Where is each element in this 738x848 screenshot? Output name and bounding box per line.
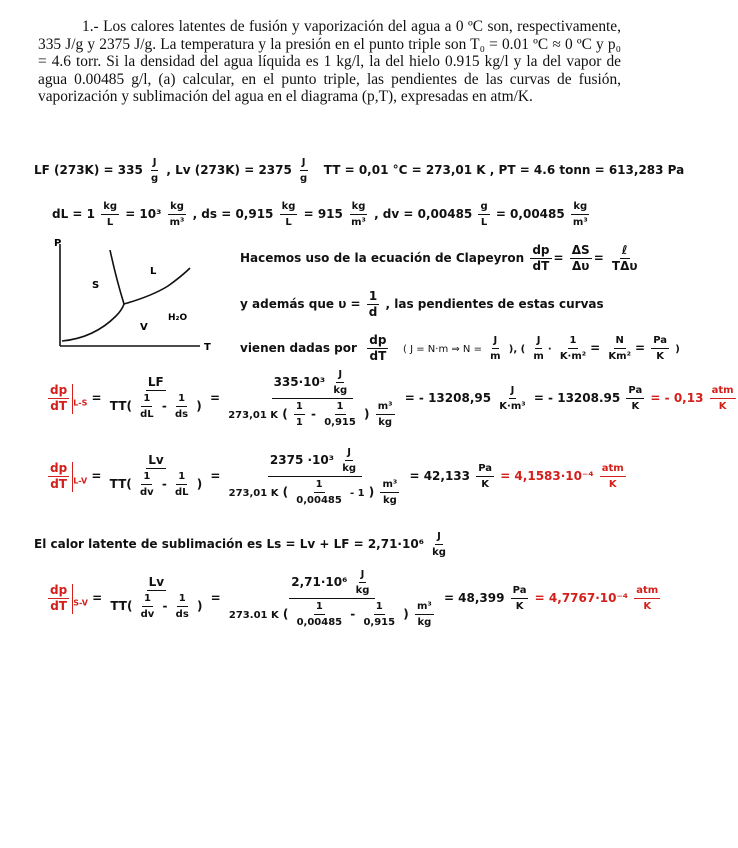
unit-num: Pa bbox=[626, 384, 644, 399]
mid-num: Lv bbox=[148, 453, 164, 467]
unit-den: L bbox=[480, 217, 488, 228]
unit-den: kg bbox=[378, 417, 392, 428]
den-temp: 273.01 K bbox=[228, 610, 279, 621]
fusion-result: = - 13208,95 bbox=[404, 391, 492, 405]
unit-num: atm bbox=[710, 384, 736, 399]
label-t: T bbox=[204, 342, 211, 353]
unit-den: kg bbox=[382, 495, 397, 506]
vienen-dadas: vienen dadas por bbox=[240, 341, 357, 355]
unit-den: kg bbox=[333, 385, 348, 396]
num-value: 335·10³ bbox=[273, 375, 326, 389]
frac-a-den: dv bbox=[140, 609, 155, 620]
frac-b-num: 1 bbox=[374, 600, 385, 615]
frac-a-num: 1 bbox=[141, 470, 152, 485]
frac-a-den: 0,00485 bbox=[296, 617, 343, 628]
units-close: ) bbox=[675, 344, 680, 355]
frac-b-num: 1 bbox=[335, 400, 346, 415]
fusion-curve bbox=[110, 250, 124, 304]
clapeyron-line1: Hacemos uso de la ecuación de Clapeyron $\frac{dp}{dT}$ = $\frac{\Delta S}{\Delta\upsilon}$ = $\frac{\text{ℓ}}{\text{TΔυ}}$ bbox=[240, 243, 638, 273]
frac-b-num: 1 bbox=[176, 392, 187, 407]
mid-den-tt: TT bbox=[110, 599, 127, 613]
pendientes: , las pendientes de estas curvas bbox=[385, 297, 604, 311]
den-temp: 273,01 K bbox=[228, 488, 279, 499]
unit-den: K bbox=[608, 479, 617, 490]
mid-den-tt: TT bbox=[109, 399, 127, 413]
clapeyron-text: Hacemos uso de la ecuación de Clapeyron bbox=[240, 251, 525, 265]
t-delta-v: TΔυ bbox=[611, 259, 638, 273]
clapeyron-line3: vienen dadas por $\frac{dp}{dT}$ ( J = N·m ⇒ N = $\frac{J}{m}$ ), ( $\frac{J}{m}$ · $\frac{1}{\text{K·m²}}$ = $\frac{N}{\text{Km²}}$ = $\frac{Pa}{K}$ ) bbox=[240, 333, 680, 363]
lv-value: , Lv (273K) = 2375 bbox=[166, 163, 292, 177]
sublimation-final: = 4,7767·10⁻⁴ bbox=[534, 591, 629, 605]
label-p: P bbox=[54, 238, 62, 249]
dp: dp bbox=[369, 333, 387, 347]
lhs-sub: L-V bbox=[73, 476, 88, 486]
lhs-num: dp bbox=[50, 383, 68, 397]
mid-num: LF bbox=[147, 375, 164, 389]
dot: · bbox=[547, 344, 552, 355]
triple-temp: TT = 0,01 °C = 273,01 K bbox=[323, 163, 486, 177]
unit-den: m bbox=[490, 351, 501, 362]
units-paren1: ( J = N·m ⇒ N = bbox=[403, 344, 482, 355]
unit-den: K bbox=[631, 401, 640, 412]
unit-num: kg bbox=[101, 200, 119, 215]
frac-b-den: 0,915 bbox=[363, 617, 396, 628]
sublimation-curve bbox=[62, 304, 124, 341]
fusion-final: = - 0,13 bbox=[650, 391, 704, 405]
unit-num: J bbox=[359, 568, 367, 583]
unit-num: J bbox=[151, 156, 159, 171]
lhs-sub: S-V bbox=[73, 598, 88, 608]
frac-b-num: 1 bbox=[176, 470, 187, 485]
den-temp: 273,01 K bbox=[228, 410, 279, 421]
unit-num: J bbox=[492, 334, 500, 349]
unit-num: atm bbox=[600, 462, 626, 477]
line-latent-heats bbox=[34, 156, 684, 185]
unit-den: kg bbox=[432, 547, 446, 558]
unit-den: L bbox=[285, 217, 292, 228]
num-value: 2,71·10⁶ bbox=[291, 575, 348, 589]
unit-num: J bbox=[336, 368, 344, 383]
dp: dp bbox=[532, 243, 550, 257]
frac-a-num: 1 bbox=[314, 478, 325, 493]
unit-den: K bbox=[643, 601, 652, 612]
unit-num: J bbox=[435, 530, 443, 545]
label-h2o: H₂O bbox=[168, 313, 188, 323]
sublimation-intro-text: El calor latente de sublimación es Ls = Lv + LF = 2,71·10⁶ bbox=[34, 537, 424, 551]
sublimation-equation: $\frac{dp}{dT}$ $_{S-V}$ = Lv TT( $\frac{1}{dv}$ - $\frac{1}{ds}$ ) = 2,71·10⁶ $\frac{J}{kg}$ 273.01 K ( $\frac{1}{0,00485}$ - $\frac{1}{0,915}$ ) $\frac{\text{m³}}{kg}$ = 48,399 $\frac{Pa}{K}$ = 4,7767·10⁻⁴ $\frac{\text{atm}}{K}$ bbox=[50, 569, 659, 628]
frac-a-den: 0,00485 bbox=[296, 495, 342, 506]
lhs-den: dT bbox=[50, 477, 67, 491]
unit-den: L bbox=[106, 217, 114, 228]
frac-a-num: 1 bbox=[314, 600, 325, 615]
label-s: S bbox=[92, 280, 100, 291]
mid-den-tt: TT bbox=[109, 477, 127, 491]
problem-text: 1.- Los calores latentes de fusión y vaporización del agua a 0 ºC son, respectivamente, 335 J/g y 2375 J/g. La temperatura y la presión en el punto triple son T₀ = 0.01 ºC ≈ 0 ºC y p₀ = 4.6 torr. Si la densidad del agua líquida es 1 kg/l, la del hielo 0.915 kg/l y la del vapor de agua 0.00485 g/l, (a) calcular, en el punto triple, las pendientes de las curvas de fusión, vaporización y sublimación del agua en el diagrama (p,T), expresadas en atm/K. bbox=[38, 18, 621, 106]
ds-eq: = 915 bbox=[303, 207, 343, 221]
unit-den: K bbox=[656, 351, 664, 362]
lhs-den: dT bbox=[50, 399, 67, 413]
unit-den: K bbox=[481, 479, 489, 490]
unit-num: Pa bbox=[511, 584, 529, 599]
label-l: L bbox=[150, 266, 157, 277]
unit-num: J bbox=[509, 384, 517, 399]
frac-b-den: 0,915 bbox=[324, 417, 356, 428]
problem-statement bbox=[38, 18, 621, 106]
unit-num: kg bbox=[350, 200, 368, 215]
frac-b-num: 1 bbox=[177, 592, 188, 607]
dv-eq: = 0,00485 bbox=[495, 207, 565, 221]
unit-num: N bbox=[614, 334, 626, 349]
num-value: 2375 ·10³ bbox=[269, 453, 334, 467]
lhs-num: dp bbox=[50, 583, 68, 597]
ds-value: , ds = 0,915 bbox=[192, 207, 274, 221]
unit-num: Pa bbox=[476, 462, 494, 477]
unit-den: m³ bbox=[169, 217, 185, 228]
frac-b-den: dL bbox=[175, 487, 189, 498]
unit-den: m³ bbox=[351, 217, 366, 228]
unit-den: m³ bbox=[572, 217, 588, 228]
unit-den: m bbox=[533, 351, 544, 362]
vaporization-equation: $\frac{dp}{dT}$ $_{L-V}$ = Lv TT( $\frac{1}{dv}$ - $\frac{1}{dL}$ ) = 2375 ·10³ $\frac{J}{kg}$ 273,01 K ( $\frac{1}{0,00485}$ - 1 ) $\frac{\text{m³}}{kg}$ = 42,133 $\frac{Pa}{K}$ = 4,1583·10⁻⁴ $\frac{\text{atm}}{K}$ bbox=[50, 447, 624, 506]
mid-num: Lv bbox=[148, 575, 165, 589]
frac-a-den: dL bbox=[140, 409, 154, 420]
fusion-result-pa: = - 13208.95 bbox=[533, 391, 621, 405]
lf-value: LF (273K) = 335 bbox=[34, 163, 143, 177]
unit-num: kg bbox=[168, 200, 186, 215]
frac-a-den: 1 bbox=[295, 417, 303, 428]
frac-a-den: dv bbox=[139, 487, 154, 498]
unit-den: kg bbox=[342, 463, 356, 474]
lhs-sub: L-S bbox=[73, 398, 88, 408]
unit-num: kg bbox=[571, 200, 589, 215]
unit-den: K bbox=[515, 601, 524, 612]
dl-eq: = 10³ bbox=[125, 207, 162, 221]
frac-a-num: 1 bbox=[294, 400, 305, 415]
one: 1 bbox=[368, 289, 378, 303]
frac-b-den: ds bbox=[175, 609, 189, 620]
unit-den: K·m² bbox=[559, 351, 587, 362]
fusion-equation: $\frac{dp}{dT}$ $_{L-S}$ = LF TT( $\frac{1}{dL}$ - $\frac{1}{ds}$ ) = 335·10³ $\frac{J}{kg}$ 273,01 K ( $\frac{1}{1}$ - $\frac{1}{0,915}$ ) $\frac{\text{m³}}{kg}$ = - 13208,95 $\frac{J}{\text{K·m³}}$ = - 13208.95 $\frac{Pa}{K}$ = - 0,13 $\frac{\text{atm}}{K}$ bbox=[50, 369, 734, 428]
units-paren2: ), ( bbox=[508, 344, 526, 355]
sublimation-latent-heat bbox=[34, 530, 450, 559]
unit-num: 1 bbox=[568, 334, 579, 349]
dt: dT bbox=[532, 259, 550, 273]
triple-pressure: , PT = 4.6 tonn = 613,283 Pa bbox=[489, 163, 685, 177]
unit-den: K bbox=[718, 401, 727, 412]
unit-num: m³ bbox=[415, 600, 434, 615]
vaporization-final: = 4,1583·10⁻⁴ bbox=[500, 469, 594, 483]
frac-a-num: 1 bbox=[142, 592, 153, 607]
vaporization-curve bbox=[124, 268, 190, 304]
unit-num: m³ bbox=[376, 400, 395, 415]
dv-value: , dv = 0,00485 bbox=[374, 207, 473, 221]
unit-num: m³ bbox=[380, 478, 399, 493]
label-v: V bbox=[140, 322, 148, 333]
unit-num: J bbox=[300, 156, 308, 171]
dt: dT bbox=[369, 349, 387, 363]
unit-den: g bbox=[300, 173, 308, 184]
unit-den: Km² bbox=[608, 351, 631, 362]
unit-num: J bbox=[345, 446, 353, 461]
unit-num: Pa bbox=[651, 334, 669, 349]
clapeyron-line2 bbox=[240, 290, 604, 319]
line-densities bbox=[52, 200, 592, 229]
delta-v: Δυ bbox=[572, 259, 590, 273]
lhs-den: dT bbox=[50, 599, 67, 613]
unit-den: kg bbox=[417, 617, 432, 628]
y-ademas: y además que bbox=[240, 297, 335, 311]
lhs-num: dp bbox=[50, 461, 68, 475]
unit-num: atm bbox=[634, 584, 660, 599]
delta-s: ΔS bbox=[571, 243, 590, 257]
sublimation-result: = 48,399 bbox=[443, 591, 505, 605]
unit-den: kg bbox=[355, 585, 370, 596]
unit-num: J bbox=[535, 334, 543, 349]
phase-diagram bbox=[44, 238, 224, 356]
v-eq: υ = bbox=[338, 297, 361, 311]
vaporization-result: = 42,133 bbox=[409, 469, 471, 483]
frac-a-num: 1 bbox=[141, 392, 152, 407]
minus-one: - 1 bbox=[350, 488, 365, 499]
unit-num: g bbox=[478, 200, 489, 215]
unit-num: kg bbox=[280, 200, 298, 215]
unit-den: g bbox=[150, 173, 159, 184]
latent: ℓ bbox=[621, 243, 628, 257]
d: d bbox=[368, 305, 378, 319]
dl-value: dL = 1 bbox=[52, 207, 95, 221]
unit-den: K·m³ bbox=[499, 401, 526, 412]
frac-b-den: ds bbox=[175, 409, 189, 420]
